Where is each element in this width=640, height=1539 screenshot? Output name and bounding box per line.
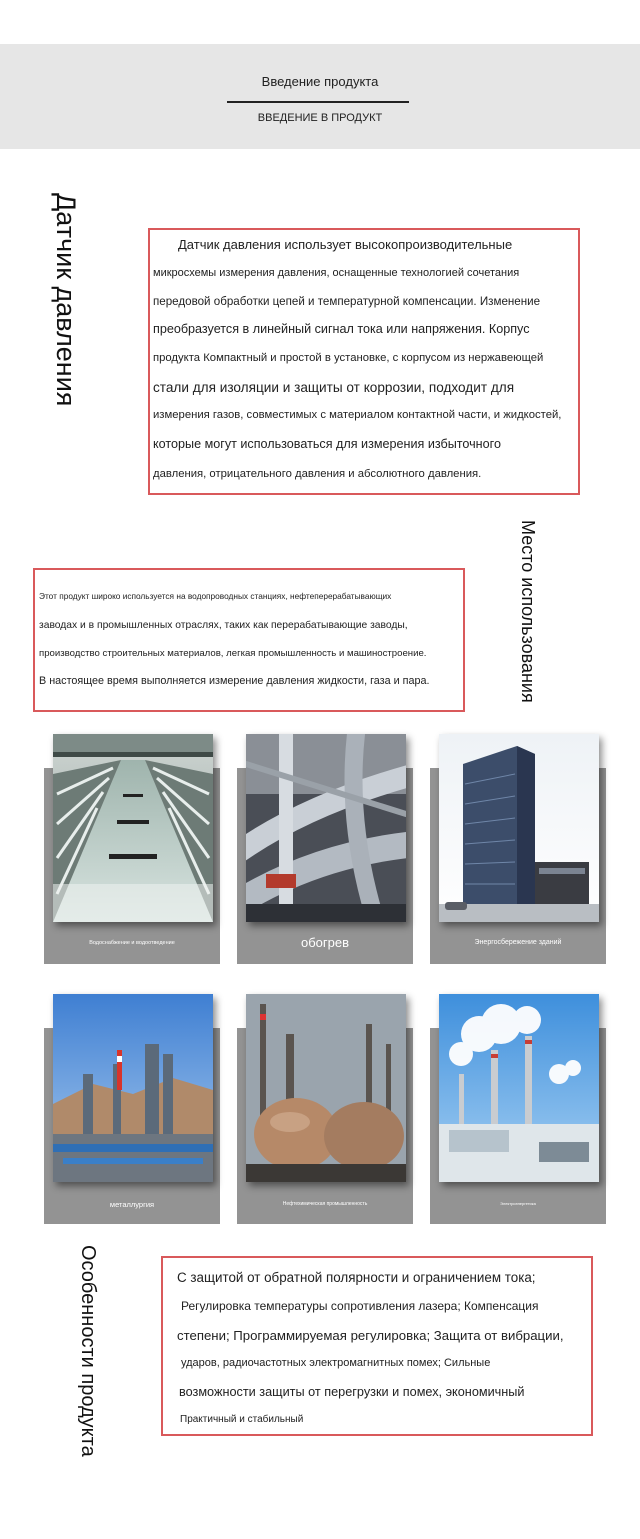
header-divider xyxy=(227,101,409,103)
sensor-line: которые могут использоваться для измерения избыточного xyxy=(153,437,501,451)
usage-line: Этот продукт широко используется на водопроводных станциях, нефтеперерабатывающих xyxy=(39,591,392,601)
feature-line: Регулировка температуры сопротивления лазера; Компенсация xyxy=(181,1299,539,1313)
feature-line: возможности защиты от перегрузки и помех, экономичный xyxy=(179,1385,525,1399)
header-title: Введение продукта xyxy=(261,74,379,89)
building-photo xyxy=(439,734,599,922)
caption-buildings: Энергосбережение зданий xyxy=(474,939,562,946)
water-treatment-photo xyxy=(53,734,213,922)
header-band xyxy=(0,44,640,149)
usage-line: заводах и в промышленных отраслях, таких как перерабатывающие заводы, xyxy=(39,620,408,631)
refinery-photo xyxy=(246,994,406,1182)
feature-line: ударов, радиочастотных электромагнитных помех; Сильные xyxy=(181,1357,491,1369)
usage-line: В настоящее время выполняется измерение давления жидкости, газа и пара. xyxy=(39,675,430,687)
usage-line: производство строительных материалов, легкая промышленность и машиностроение. xyxy=(39,648,427,659)
caption-petrochemical: Нефтехимическая промышленность xyxy=(282,1201,368,1207)
caption-power: Электроэнергетика xyxy=(500,1201,536,1206)
sensor-line: передовой обработки цепей и температурной компенсации. Изменение xyxy=(153,295,541,308)
feature-line: С защитой от обратной полярности и ограничением тока; xyxy=(177,1270,536,1285)
feature-line: степени; Программируемая регулировка; Защита от вибрации, xyxy=(177,1328,564,1343)
sensor-line: давления, отрицательного давления и абсолютного давления. xyxy=(153,468,482,480)
caption-heating: обогрев xyxy=(300,935,349,950)
sensor-line: продукта Компактный и простой в установке, с корпусом из нержавеющей xyxy=(153,352,544,364)
usage-heading: Место использования xyxy=(518,520,538,703)
sensor-line: преобразуется в линейный сигнал тока или напряжения. Корпус xyxy=(153,322,530,336)
sensor-line: измерения газов, совместимых с материалом контактной части, и жидкостей, xyxy=(153,409,562,421)
sensor-heading: Датчик давления xyxy=(51,193,81,407)
features-heading: Особенности продукта xyxy=(77,1245,99,1457)
features-description-box xyxy=(161,1256,593,1436)
caption-water: Водоснабжение и водоотведение xyxy=(89,940,175,946)
sensor-line: микросхемы измерения давления, оснащенные технологией сочетания xyxy=(153,267,520,279)
sensor-description-box xyxy=(148,228,580,495)
usage-description-box xyxy=(33,568,465,712)
feature-line: Практичный и стабильный xyxy=(180,1414,304,1425)
heating-pipes-photo xyxy=(246,734,406,922)
power-plant-photo xyxy=(439,994,599,1182)
header-subtitle: ВВЕДЕНИЕ В ПРОДУКТ xyxy=(257,112,383,124)
sensor-line: стали для изоляции и защиты от коррозии, подходит для xyxy=(153,380,515,395)
metallurgy-photo xyxy=(53,994,213,1182)
sensor-line: Датчик давления использует высокопроизводительные xyxy=(178,237,513,252)
caption-metallurgy: металлургия xyxy=(109,1200,155,1209)
